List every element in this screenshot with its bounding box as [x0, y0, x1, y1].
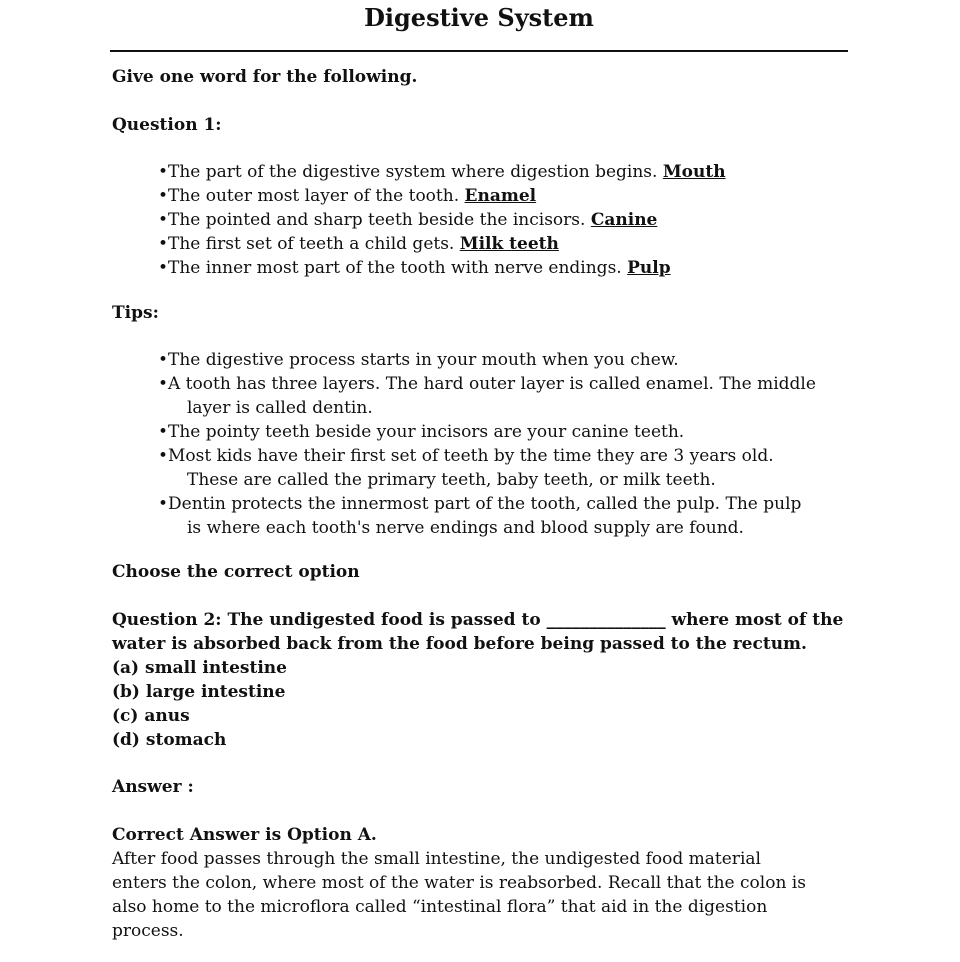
tip-line: Most kids have their first set of teeth by the time they are 3 years old. — [168, 446, 774, 466]
option-a: (a) small intestine — [112, 658, 287, 678]
list-item: • A tooth has three layers. The hard outer layer is called enamel. The middle layer is called dentin. — [112, 372, 848, 420]
answer-label: Answer : — [112, 777, 194, 797]
question-1-list — [112, 160, 848, 280]
question-2-line-2: water is absorbed back from the food before being passed to the rectum. — [112, 634, 807, 654]
list-item: • The pointed and sharp teeth beside the incisors. Canine — [158, 210, 658, 230]
answer-word: Canine — [590, 210, 658, 230]
tip-line: The pointy teeth beside your incisors are your canine teeth. — [168, 422, 685, 442]
item-text: The pointed and sharp teeth beside the incisors. — [168, 210, 586, 230]
tip-line-continued: layer is called dentin. — [187, 398, 373, 418]
item-text: The part of the digestive system where digestion begins. — [168, 162, 658, 182]
list-item: • The outer most layer of the tooth. Enamel — [158, 186, 537, 206]
question-2-options — [112, 656, 848, 752]
explanation-line: enters the colon, where most of the water is reabsorbed. Recall that the colon is — [112, 873, 806, 893]
explanation-line: After food passes through the small intestine, the undigested food material — [112, 849, 761, 869]
question-2-line-1: Question 2: The undigested food is passed to ______________ where most of the — [112, 610, 844, 630]
list-item: • The pointy teeth beside your incisors are your canine teeth. — [158, 422, 685, 442]
list-item: • Most kids have their first set of teeth by the time they are 3 years old. These are called the primary teeth, baby teeth, or milk teeth. — [112, 444, 848, 492]
list-item: • The digestive process starts in your mouth when you chew. — [158, 350, 679, 370]
tips-label: Tips: — [112, 303, 159, 323]
instruction-choose-option: Choose the correct option — [112, 562, 360, 582]
tip-line: The digestive process starts in your mouth when you chew. — [168, 350, 679, 370]
list-item: • The part of the digestive system where digestion begins. Mouth — [158, 162, 726, 182]
option-d: (d) stomach — [112, 730, 227, 750]
page-title: Digestive System — [364, 3, 594, 32]
explanation-line: process. — [112, 921, 184, 941]
list-item: • The inner most part of the tooth with nerve endings. Pulp — [158, 258, 671, 278]
option-c: (c) anus — [112, 706, 190, 726]
question-1-label: Question 1: — [112, 115, 222, 135]
answer-word: Pulp — [627, 258, 671, 278]
tip-line: A tooth has three layers. The hard outer layer is called enamel. The middle — [168, 374, 816, 394]
option-b: (b) large intestine — [112, 682, 286, 702]
answer-word: Enamel — [464, 186, 537, 206]
explanation — [112, 847, 848, 943]
answer-word: Mouth — [662, 162, 726, 182]
explanation-line: also home to the microflora called “intestinal flora” that aid in the digestion — [112, 897, 768, 917]
instruction-one-word: Give one word for the following. — [112, 67, 418, 87]
item-text: The inner most part of the tooth with nerve endings. — [168, 258, 622, 278]
question-2-text — [112, 608, 848, 656]
title-divider — [110, 50, 848, 52]
tip-line: Dentin protects the innermost part of the tooth, called the pulp. The pulp — [168, 494, 802, 514]
item-text: The outer most layer of the tooth. — [168, 186, 460, 206]
tip-line-continued: These are called the primary teeth, baby teeth, or milk teeth. — [187, 470, 716, 490]
correct-answer: Correct Answer is Option A. — [112, 825, 377, 845]
item-text: The first set of teeth a child gets. — [168, 234, 455, 254]
answer-word: Milk teeth — [459, 234, 559, 254]
tips-list — [112, 348, 848, 540]
tip-line-continued: is where each tooth's nerve endings and blood supply are found. — [187, 518, 744, 538]
list-item: • Dentin protects the innermost part of the tooth, called the pulp. The pulp is where each tooth's nerve endings and blood supply are found. — [112, 492, 848, 540]
list-item: • The first set of teeth a child gets. Milk teeth — [158, 234, 559, 254]
